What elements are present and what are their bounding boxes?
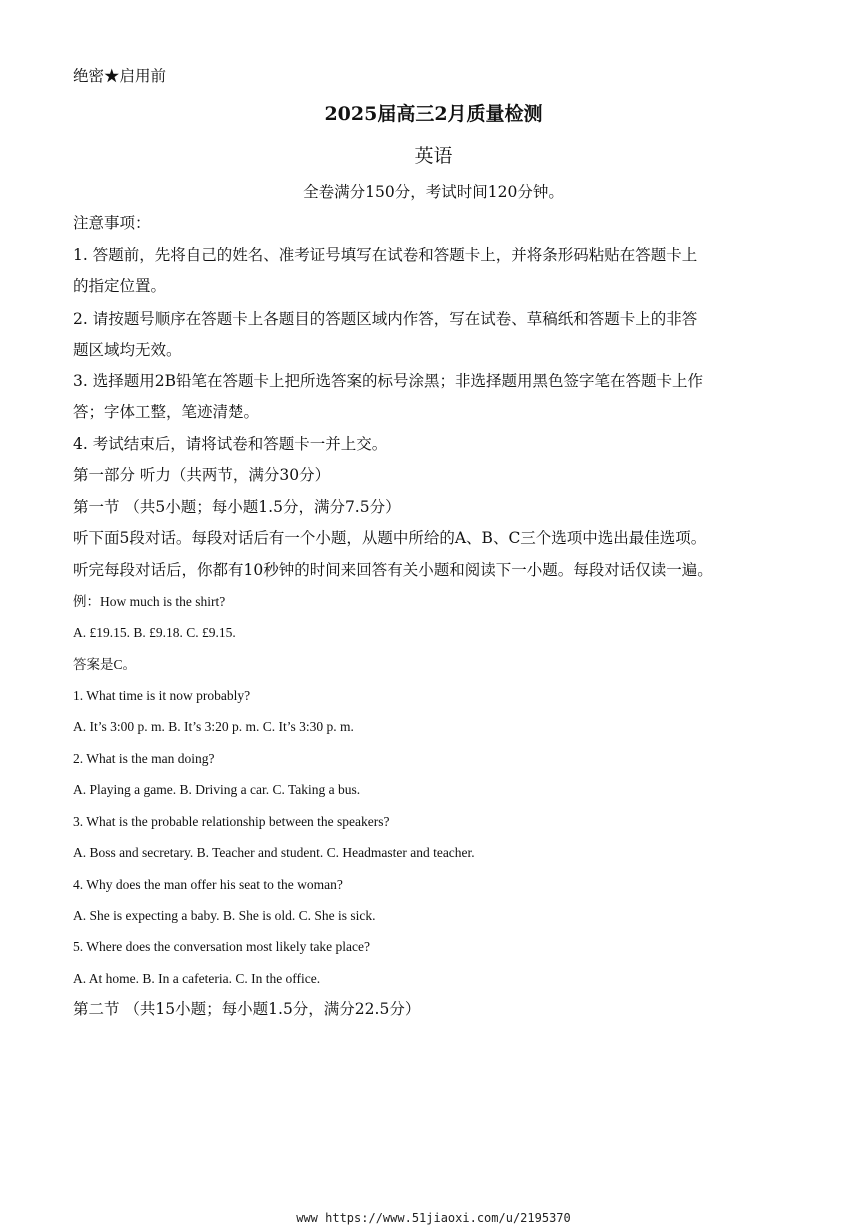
- part-heading: 第一部分 听力（共两节，满分30分）: [73, 466, 331, 484]
- question-options: A. It’s 3:00 p. m. B. It’s 3:20 p. m. C. It’s 3:30 p. m.: [73, 719, 354, 734]
- instruction-line: 听完每段对话后，你都有10秒钟的时间来回答有关小题和阅读下一小题。每段对话仅读一遍。: [73, 561, 713, 579]
- notice-heading: 注意事项：: [73, 214, 151, 232]
- question-options: A. Playing a game. B. Driving a car. C. Taking a bus.: [73, 782, 361, 797]
- notice-line: 答；字体工整，笔迹清楚。: [73, 403, 260, 421]
- instruction-line: 听下面5段对话。每段对话后有一个小题，从题中所给的A、B、C三个选项中选出最佳选项。: [73, 529, 707, 547]
- question: 1. What time is it now probably?: [73, 688, 251, 703]
- notice-line: 题区域均无效。: [73, 341, 182, 359]
- score-info: 全卷满分150分，考试时间120分钟。: [303, 183, 564, 201]
- notice-line: 3. 选择题用2B铅笔在答题卡上把所选答案的标号涂黑；非选择题用黑色签字笔在答题卡上作: [73, 372, 703, 390]
- notice-line: 的指定位置。: [73, 277, 167, 295]
- question-options: A. Boss and secretary. B. Teacher and student. C. Headmaster and teacher.: [73, 845, 475, 860]
- subject-title: 英语: [414, 145, 453, 167]
- question-options: A. At home. B. In a cafeteria. C. In the office.: [73, 971, 321, 986]
- section-heading: 第一节 （共5小题；每小题1.5分，满分7.5分）: [73, 498, 401, 516]
- footer-url[interactable]: www https://www.51jiaoxi.com/u/2195370: [296, 1211, 571, 1225]
- question: 5. Where does the conversation most likely take place?: [73, 939, 371, 954]
- example-options: A. £19.15. B. £9.18. C. £9.15.: [73, 625, 236, 640]
- secret-label: 绝密★启用前: [73, 67, 167, 85]
- notice-line: 2. 请按题号顺序在答题卡上各题目的答题区域内作答，写在试卷、草稿纸和答题卡上的非答: [73, 310, 698, 328]
- question-options: A. She is expecting a baby. B. She is old. C. She is sick.: [73, 908, 376, 923]
- section-heading: 第二节 （共15小题；每小题1.5分，满分22.5分）: [73, 1000, 421, 1018]
- exam-title: 2025届高三2月质量检测: [324, 103, 543, 125]
- question: 2. What is the man doing?: [73, 751, 215, 766]
- example-question: 例：How much is the shirt?: [73, 594, 226, 609]
- question: 3. What is the probable relationship between the speakers?: [73, 814, 390, 829]
- example-answer: 答案是C。: [73, 657, 137, 672]
- notice-line: 1. 答题前，先将自己的姓名、准考证号填写在试卷和答题卡上，并将条形码粘贴在答题卡上: [73, 246, 698, 264]
- question: 4. Why does the man offer his seat to the woman?: [73, 877, 343, 892]
- notice-line: 4. 考试结束后，请将试卷和答题卡一并上交。: [73, 435, 388, 453]
